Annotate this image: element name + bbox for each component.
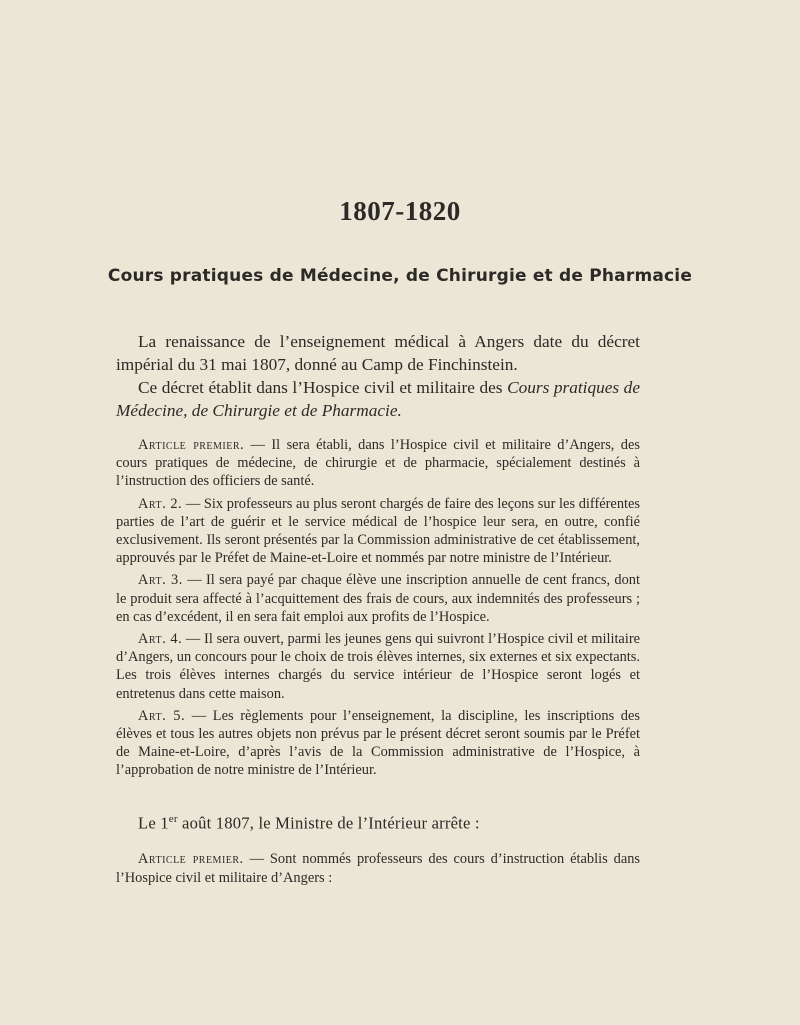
article-text: — Il sera établi, dans l’Hospice civil et militaire d’Angers, des cours pratiques de médecine, de chirurgie et de pharmacie, spécialement destinés à l’instruction des officiers de santé.: [116, 437, 640, 490]
page-title: 1807-1820: [339, 196, 461, 226]
article-2: [116, 495, 640, 568]
intro-text: [116, 330, 640, 422]
arrete-heading: [138, 813, 480, 834]
article-label: Art. 5.: [138, 707, 186, 724]
decree-articles: [116, 436, 640, 784]
article-label: Art. 4.: [138, 631, 183, 648]
intro-paragraph-2-italic: Cours pratiques de Médecine, de Chirurgie et de Pharmacie.: [116, 378, 640, 420]
article-label: Article premier.: [138, 851, 244, 867]
arrete-sup: er: [168, 813, 178, 825]
arrete-articles: [116, 850, 640, 887]
article-text: — Il sera ouvert, parmi les jeunes gens qui suivront l’Hospice civil et militaire d’Angers, un concours pour le choix de trois élèves internes, six externes et six expectants. Les trois élèves internes chargés du service intérieur de l’Hospice seront logés et entretenus dans cette maison.: [116, 631, 641, 702]
article-1: [116, 436, 640, 491]
article-5: [116, 707, 640, 780]
article-text: — Sont nommés professeurs des cours d’instruction établis dans l’Hospice civil et militaire d’Angers :: [116, 851, 640, 886]
intro-paragraph-2: [116, 376, 640, 422]
article-label: Art. 2.: [138, 495, 183, 512]
arrete-article-1: [116, 850, 640, 887]
arrete-prefix: Le 1: [138, 813, 169, 833]
intro-paragraph-2-text: Ce décret établit dans l’Hospice civil et militaire des: [138, 378, 508, 397]
arrete-rest: août 1807, le Ministre de l’Intérieur arrête :: [177, 813, 480, 833]
article-4: [116, 630, 640, 703]
intro-paragraph-1: La renaissance de l’enseignement médical à Angers date du décret impérial du 31 mai 1807, donné au Camp de Finchinstein.: [116, 332, 640, 374]
article-text: — Six professeurs au plus seront chargés de faire des leçons sur les différentes parties de l’art de guérir et le service médical de l’hospice leur sera, en outre, confié exclusivement. Ils seront présentés par la Commission administrative de cet établissement, approuvés par le Préfet de Maine-et-Loire et nommés par notre ministre de l’Intérieur.: [116, 495, 640, 567]
section-subtitle: Cours pratiques de Médecine, de Chirurgie et de Pharmacie: [107, 266, 693, 286]
article-label: Article premier.: [138, 437, 245, 453]
article-text: — Il sera payé par chaque élève une inscription annuelle de cent francs, dont le produit sera affecté à l’acquittement des frais de cours, aux indemnités des professeurs ; en cas d’excédent, il en sera fait emploi aux profits de l’Hospice.: [116, 572, 640, 625]
article-3: [116, 571, 640, 626]
article-label: Art. 3.: [138, 572, 183, 589]
article-text: — Les règlements pour l’enseignement, la discipline, les inscriptions des élèves et tous les autres objets non prévus par le présent décret seront soumis par le Préfet de Maine-et-Loire, d’après l’avis de la Commission administrative de l’Hospice, à l’approbation de notre ministre de l’Intérieur.: [116, 707, 640, 779]
